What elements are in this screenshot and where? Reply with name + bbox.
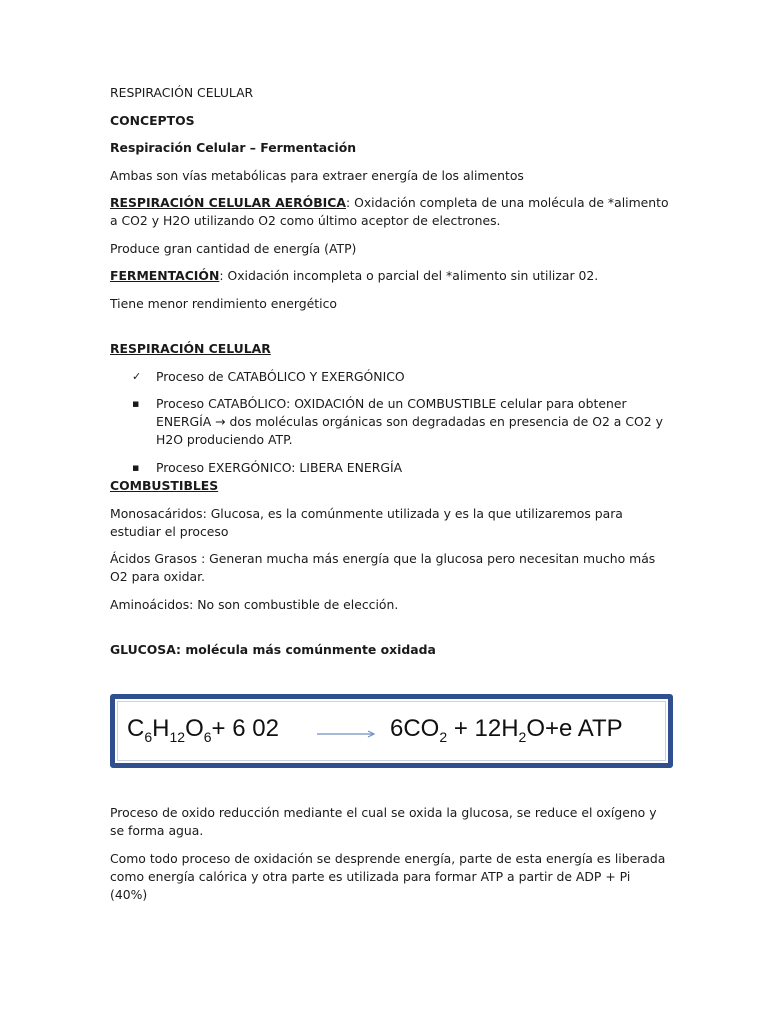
- fermentacion-term: FERMENTACIÓN: [110, 268, 220, 283]
- list-item: ▪ Proceso EXERGÓNICO: LIBERA ENERGÍA: [132, 459, 403, 475]
- subtitle: Respiración Celular – Fermentación: [110, 140, 357, 155]
- glucosa-heading: GLUCOSA: molécula más comúnmente oxidada: [110, 642, 436, 657]
- fermentacion-paragraph: [110, 267, 670, 285]
- process-list: [110, 368, 670, 477]
- section-heading-respiracion: RESPIRACIÓN CELULAR: [110, 341, 271, 356]
- document-body: [110, 84, 670, 669]
- aerobica-text: : Oxidación completa de una molécula de *alimento a CO2 y H2O utilizando O2 como último aceptor de electrones.: [110, 195, 669, 228]
- square-bullet-icon: ▪: [132, 460, 140, 474]
- reaction-arrow-icon: [317, 729, 377, 739]
- list-item: ▪ Proceso CATABÓLICO: OXIDACIÓN de un COMBUSTIBLE celular para obtener ENERGÍA → dos moléculas orgánicas son degradadas en presencia de O2 a CO2 y H2O produciendo ATP.: [132, 396, 663, 447]
- combustibles-heading: COMBUSTIBLES: [110, 478, 219, 493]
- redox-text: Proceso de oxido reducción mediante el cual se oxida la glucosa, se reduce el oxígeno y se forma agua.: [110, 805, 657, 838]
- conceptos-heading: CONCEPTOS: [110, 112, 195, 128]
- list-item: ✓ Proceso de CATABÓLICO Y EXERGÓNICO: [132, 368, 405, 384]
- equation-box: [110, 694, 673, 768]
- aerobica-term: RESPIRACIÓN CELULAR AERÓBICA: [110, 195, 346, 210]
- checkmark-icon: ✓: [132, 369, 142, 383]
- aerobica-paragraph: [110, 194, 670, 230]
- menor-text: Tiene menor rendimiento energético: [110, 295, 337, 311]
- equation-right: $6CO_2 + 12H_2O+e$ ATP: [390, 715, 623, 745]
- ambas-text: Ambas son vías metabólicas para extraer energía de los alimentos: [110, 167, 524, 183]
- explanation: [110, 804, 670, 913]
- equation-left: $C_6H_{12}O_6+ 6$ 02: [127, 715, 279, 745]
- aminoacidos-text: Aminoácidos: No son combustible de elección.: [110, 596, 399, 612]
- acidos-grasos-text: Ácidos Grasos : Generan mucha más energía que la glucosa pero necesitan mucho más O2 para oxidar.: [110, 551, 656, 584]
- produce-text: Produce gran cantidad de energía (ATP): [110, 240, 357, 256]
- document-title: RESPIRACIÓN CELULAR: [110, 85, 254, 100]
- monosacaridos-text: Monosacáridos: Glucosa, es la comúnmente utilizada y es la que utilizaremos para estudiar el proceso: [110, 505, 623, 539]
- energia-text: Como todo proceso de oxidación se desprende energía, parte de esta energía es liberada como energía calórica y otra parte es utilizada para formar ATP a partir de ADP + Pi (40%): [110, 850, 666, 902]
- fermentacion-text: : Oxidación incompleta o parcial del *alimento sin utilizar 02.: [219, 268, 599, 283]
- square-bullet-icon: ▪: [132, 397, 140, 410]
